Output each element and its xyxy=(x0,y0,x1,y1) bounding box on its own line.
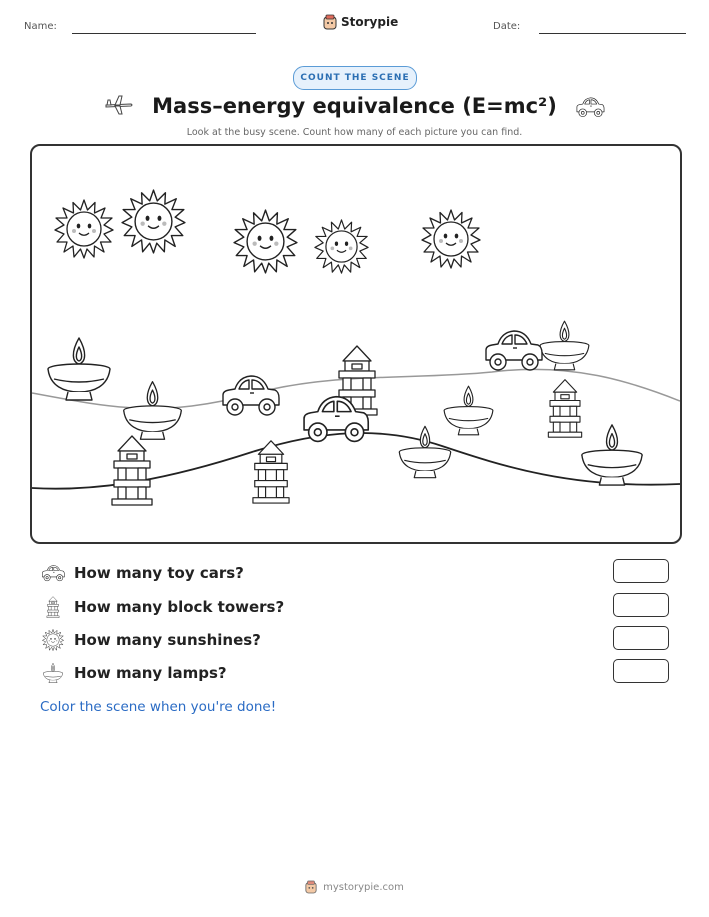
brand-logo xyxy=(323,14,398,30)
storypie-mascot-icon xyxy=(305,880,317,894)
footer xyxy=(0,880,709,894)
sun-icon xyxy=(55,200,113,258)
block-tower-icon xyxy=(40,596,66,618)
question-lamps xyxy=(40,661,227,685)
question-text: How many toy cars? xyxy=(74,564,244,582)
question-sunshines xyxy=(40,628,261,652)
footer-url[interactable]: mystorypie.com xyxy=(323,881,404,893)
date-label: Date: xyxy=(493,21,521,32)
toy-car-icon xyxy=(486,331,542,370)
lamp-icon xyxy=(399,426,450,477)
instructions-subtitle: Look at the busy scene. Count how many of each picture you can find. xyxy=(186,127,523,138)
car-icon xyxy=(574,95,606,119)
toy-car-icon xyxy=(223,376,279,415)
lamp-icon xyxy=(40,662,66,684)
storypie-mascot-icon xyxy=(323,14,337,30)
block-tower-icon xyxy=(548,380,581,438)
date-line[interactable] xyxy=(539,33,686,34)
lamp-icon xyxy=(124,382,182,440)
answer-box-sunshines[interactable] xyxy=(613,626,669,650)
answer-box-lamps[interactable] xyxy=(613,659,669,683)
sun-icon xyxy=(122,190,185,253)
lamp-icon xyxy=(540,321,589,370)
question-text: How many block towers? xyxy=(74,598,285,616)
busy-scene xyxy=(30,144,682,544)
count-the-scene-badge: COUNT THE SCENE xyxy=(293,66,417,90)
sun-icon xyxy=(40,629,66,651)
question-text: How many sunshines? xyxy=(74,631,261,649)
sun-icon xyxy=(315,220,368,273)
name-label: Name: xyxy=(24,21,57,32)
question-block-towers xyxy=(40,595,284,619)
answer-box-toy-cars[interactable] xyxy=(613,559,669,583)
name-line[interactable] xyxy=(72,33,256,34)
brand-name: Storypie xyxy=(341,15,399,29)
sun-icon xyxy=(234,210,297,273)
lamp-icon xyxy=(444,386,493,435)
question-toy-cars xyxy=(40,561,244,585)
color-instruction: Color the scene when you're done! xyxy=(40,699,277,715)
question-text: How many lamps? xyxy=(74,664,227,682)
lamp-icon xyxy=(48,338,110,400)
block-tower-icon xyxy=(112,436,152,505)
lamp-icon xyxy=(582,425,642,485)
sun-icon xyxy=(422,210,480,268)
page-title: Mass–energy equivalence (E=mc²) xyxy=(152,94,557,118)
answer-box-block-towers[interactable] xyxy=(613,593,669,617)
toy-car-icon xyxy=(40,562,66,584)
